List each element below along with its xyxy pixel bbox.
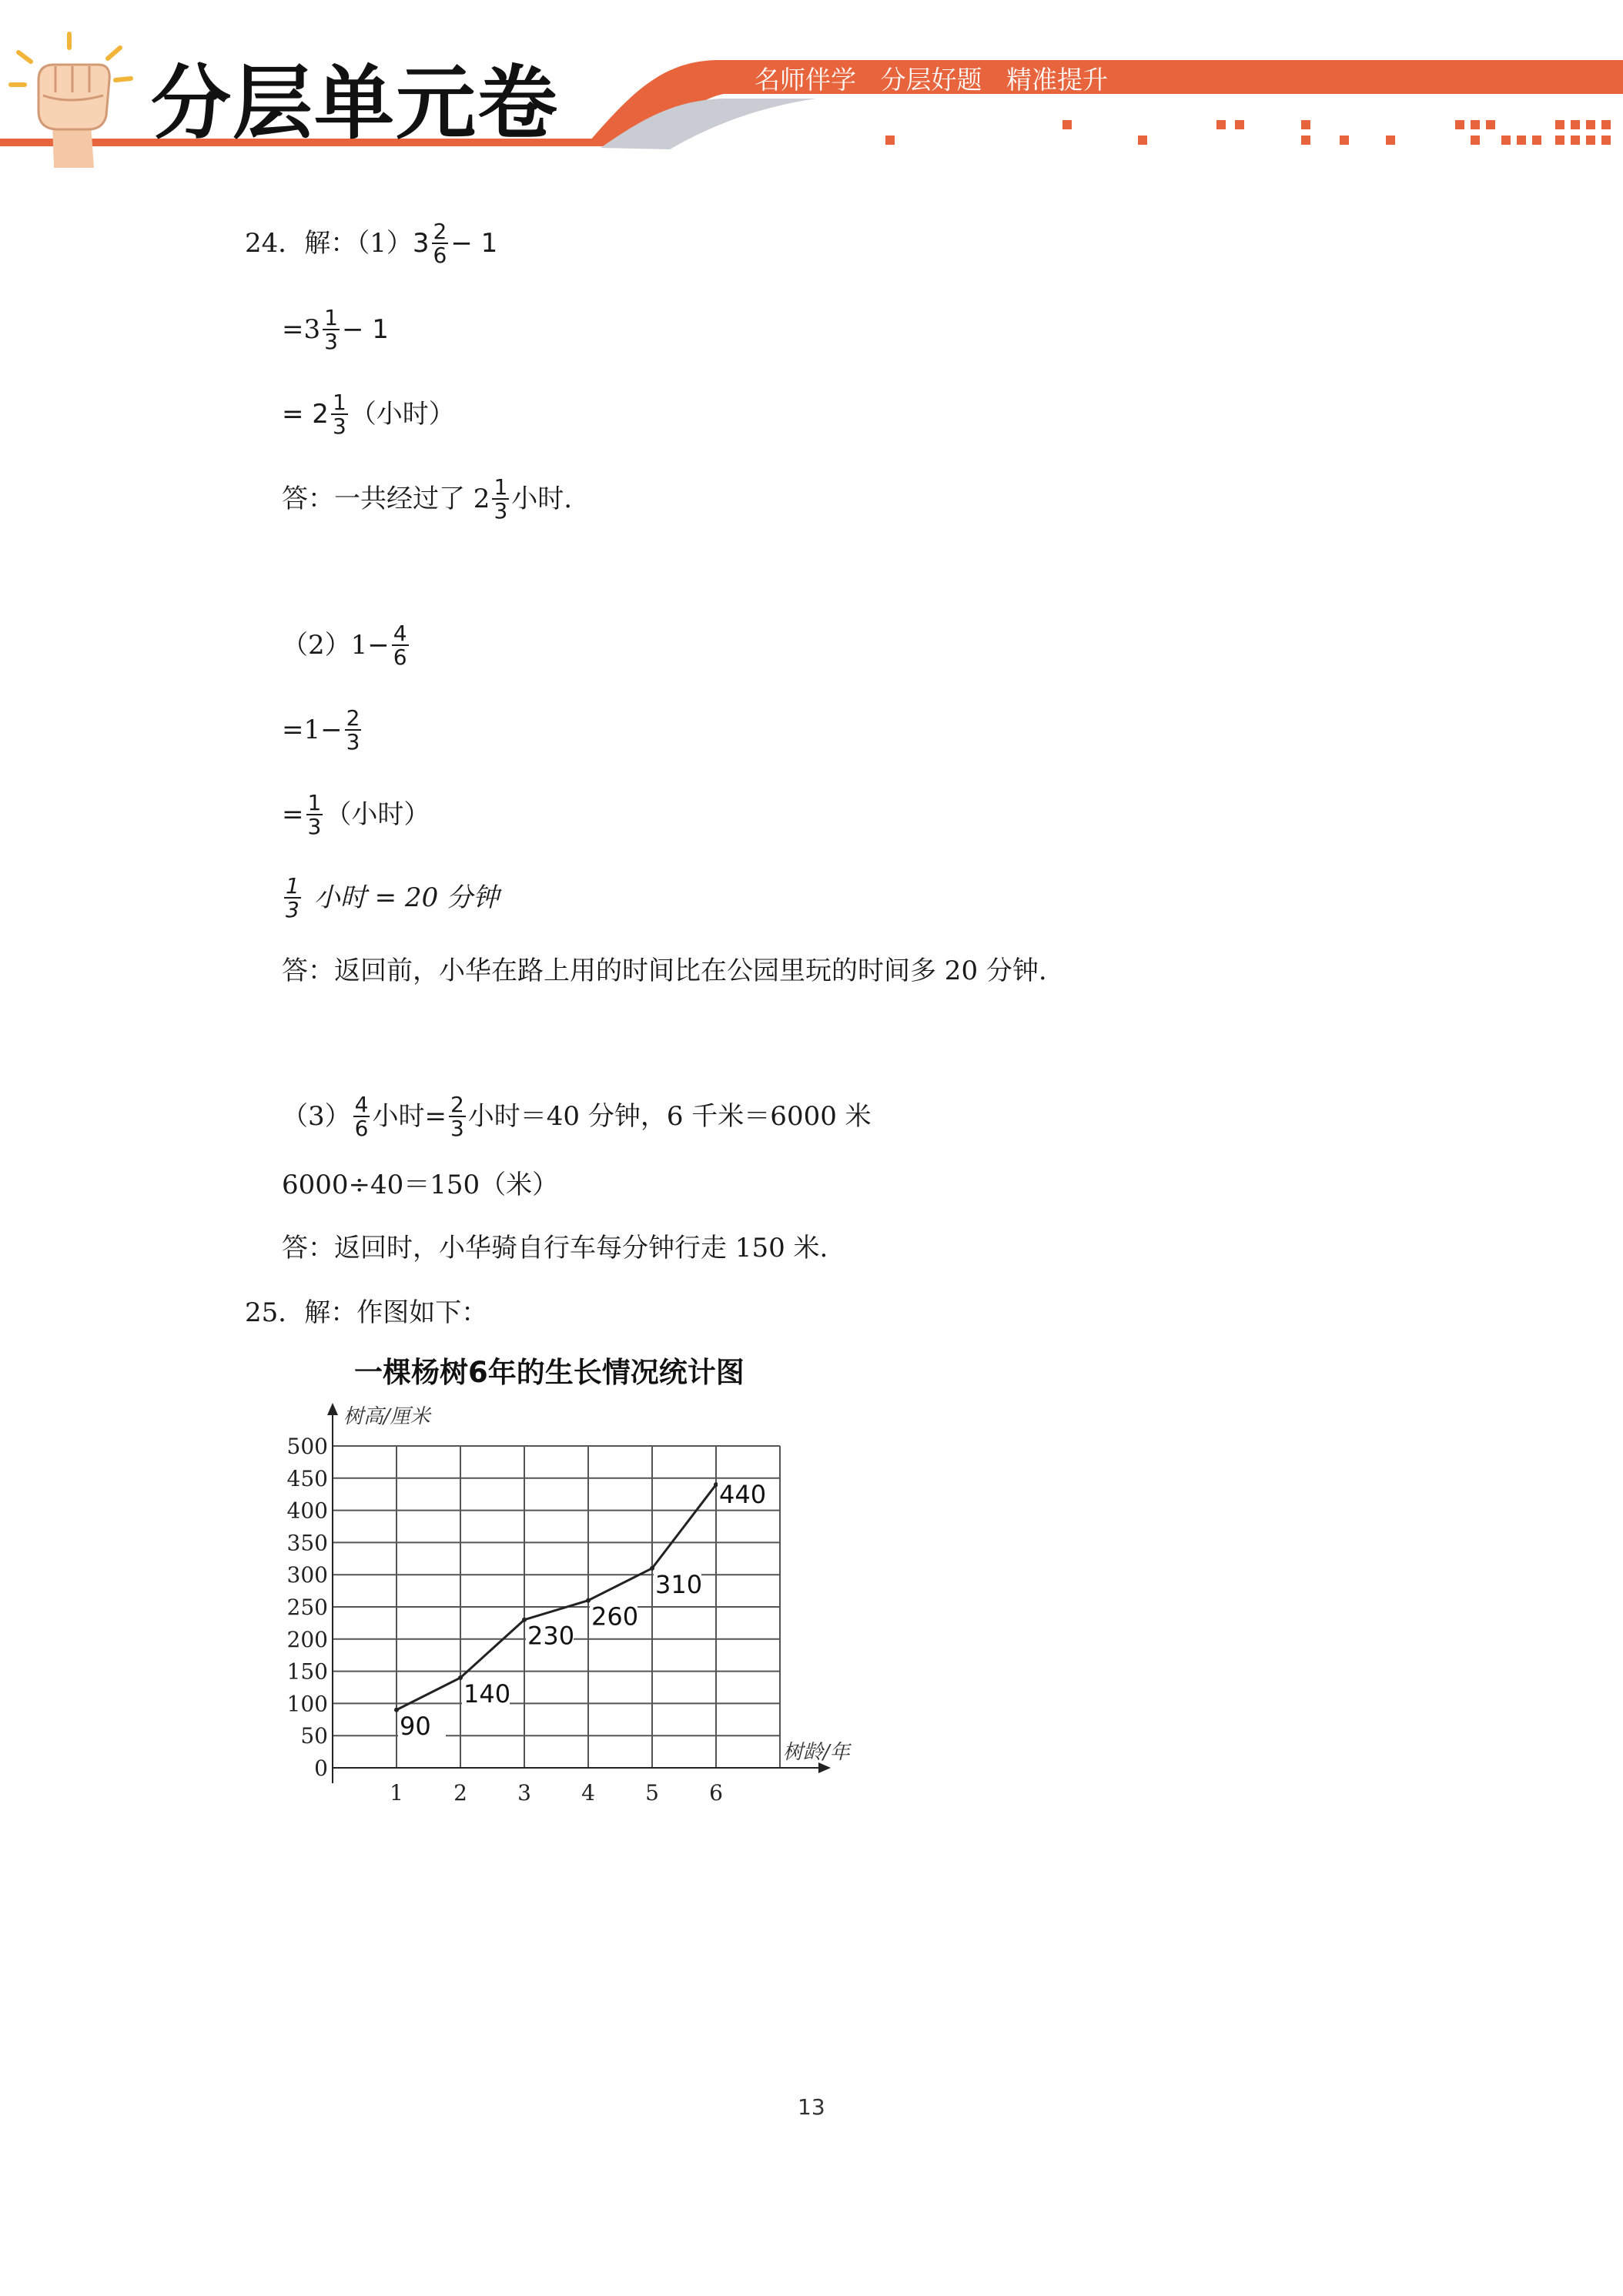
fraction: $\frac{1}{3}$ — [307, 790, 322, 840]
y-tick-label: 200 — [286, 1626, 328, 1652]
x-tick-label: 3 — [517, 1780, 531, 1806]
page-number: 13 — [798, 2094, 825, 2120]
q24-part3-line-2: 6000÷40＝150（米） — [282, 1170, 559, 1200]
fraction: $\frac{4}{6}$ — [354, 1092, 369, 1142]
y-tick-label: 250 — [286, 1595, 328, 1620]
fraction: $\frac{4}{6}$ — [393, 621, 407, 671]
data-point — [522, 1618, 527, 1622]
data-label: 140 — [463, 1678, 511, 1709]
fraction: $\frac{2}{3}$ — [450, 1092, 464, 1142]
fraction: $\frac{1}{3}$ — [332, 390, 346, 440]
y-axis-arrow — [327, 1403, 338, 1415]
q24-part2-line-3: = $\frac{1}{3}$ （小时） — [282, 790, 430, 840]
x-axis-label: 树龄/年 — [783, 1741, 850, 1764]
fraction: $\frac{1}{3}$ — [286, 873, 300, 923]
q24-part3-line-1: （3） $\frac{4}{6}$ 小时= $\frac{2}{3}$ 小时＝40 分钟，6 千米＝6000 米 — [282, 1092, 872, 1142]
fraction: $\frac{2}{6}$ — [433, 219, 447, 269]
q24-part2-line-4: $\frac{1}{3}$ 小时 = 20 分钟 — [286, 873, 500, 923]
page-header — [0, 0, 1623, 177]
growth-line-chart — [277, 1340, 909, 1817]
q24-answer-3: 答：返回时，小华骑自行车每分钟行走 150 米. — [282, 1233, 828, 1263]
q24-line-3: = 2 $\frac{1}{3}$ （小时） — [282, 390, 455, 440]
x-tick-label: 6 — [709, 1780, 723, 1806]
y-tick-label: 100 — [286, 1691, 328, 1717]
q24-line-2: =3 $\frac{1}{3}$ − 1 — [282, 305, 389, 355]
q25-intro: 25．解：作图如下： — [245, 1297, 488, 1328]
x-tick-label: 5 — [645, 1780, 659, 1806]
data-point — [394, 1708, 399, 1712]
data-label: 310 — [655, 1569, 703, 1599]
data-point — [650, 1566, 654, 1571]
y-tick-label: 500 — [286, 1434, 328, 1459]
fraction: $\frac{2}{3}$ — [346, 705, 360, 755]
brand-title: 分层单元卷 — [151, 56, 560, 150]
q24-answer-1: 答：一共经过了 2 $\frac{1}{3}$ 小时. — [282, 474, 573, 524]
x-tick-label: 1 — [390, 1780, 403, 1806]
fraction: $\frac{1}{3}$ — [324, 305, 338, 355]
y-tick-label: 300 — [286, 1562, 328, 1588]
x-tick-label: 2 — [453, 1780, 467, 1806]
y-tick-label: 150 — [286, 1658, 328, 1685]
q24-part2-line-2: =1− $\frac{2}{3}$ — [282, 705, 360, 755]
header-slogan: 名师伴学 分层好题 精准提升 — [755, 65, 1108, 95]
x-tick-label: 4 — [581, 1780, 595, 1806]
q24-part2-line-1: （2）1− $\frac{4}{6}$ — [282, 621, 407, 671]
data-label: 260 — [591, 1602, 639, 1632]
fist-icon — [8, 31, 139, 169]
x-axis-arrow — [818, 1762, 831, 1773]
y-tick-label: 450 — [286, 1465, 328, 1491]
y-tick-label: 350 — [286, 1530, 328, 1556]
data-label: 440 — [719, 1480, 767, 1510]
data-point — [586, 1598, 591, 1603]
chart-title: 一棵杨树6年的生长情况统计图 — [354, 1356, 745, 1389]
data-label: 90 — [400, 1711, 431, 1741]
q24-intro: 24．解：（1） — [245, 228, 413, 259]
data-point — [458, 1675, 463, 1680]
chart-plot — [277, 1340, 909, 1817]
y-tick-label: 0 — [314, 1755, 328, 1781]
q24-answer-2: 答：返回前，小华在路上用的时间比在公园里玩的时间多 20 分钟. — [282, 956, 1047, 986]
y-tick-label: 50 — [300, 1723, 328, 1749]
y-axis-label: 树高/厘米 — [343, 1405, 430, 1428]
fraction: $\frac{1}{3}$ — [494, 474, 508, 524]
y-tick-label: 400 — [286, 1498, 328, 1524]
q24-line-1: 24．解：（1） 3 $\frac{2}{6}$ − 1 — [245, 219, 498, 269]
data-label: 230 — [527, 1621, 575, 1651]
